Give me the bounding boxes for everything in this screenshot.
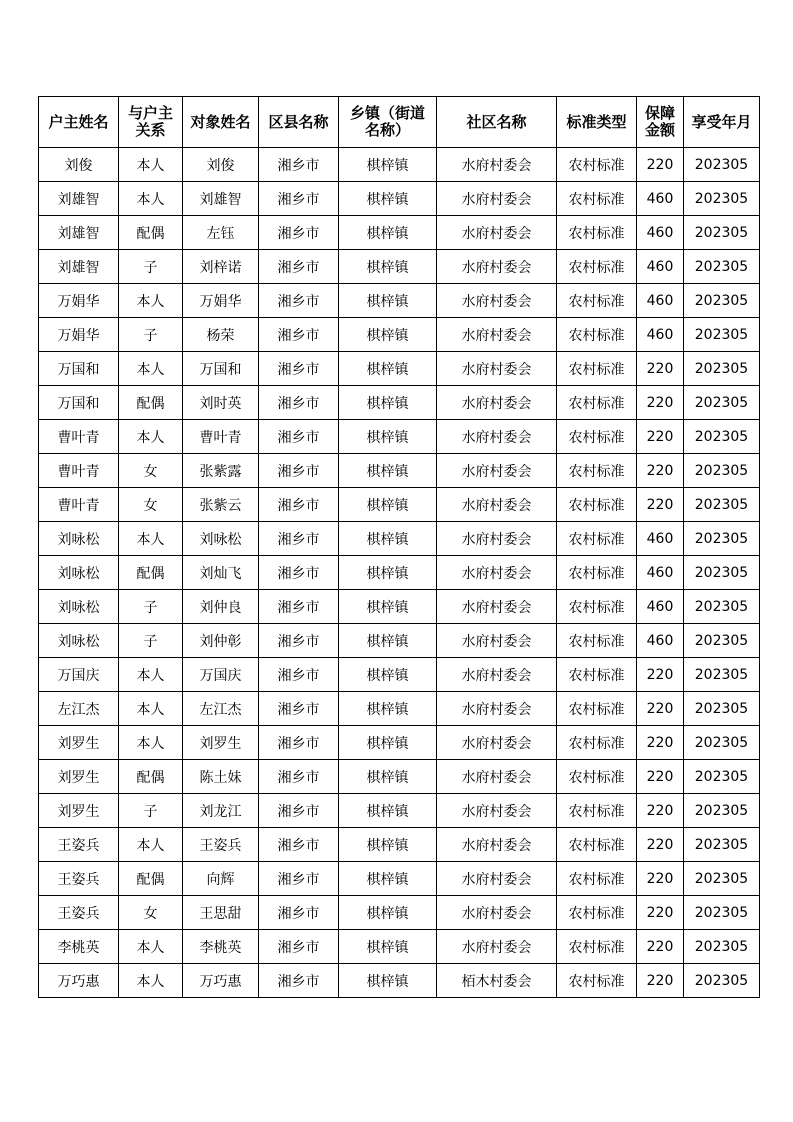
amount-cell: 220 (637, 420, 684, 454)
year-month-cell: 202305 (684, 488, 760, 522)
relation-cell: 子 (119, 624, 183, 658)
standard-type-cell: 农村标准 (557, 726, 637, 760)
recipient-name-cell: 左江杰 (183, 692, 259, 726)
relation-cell: 女 (119, 488, 183, 522)
township-cell: 棋梓镇 (339, 318, 437, 352)
year-month-cell: 202305 (684, 522, 760, 556)
county-cell: 湘乡市 (259, 930, 339, 964)
relation-cell: 配偶 (119, 862, 183, 896)
householder-name-cell: 万娟华 (39, 284, 119, 318)
recipient-name-cell: 刘时英 (183, 386, 259, 420)
recipient-name-cell: 杨荣 (183, 318, 259, 352)
householder-name-cell: 曹叶青 (39, 454, 119, 488)
recipient-name-cell: 刘雄智 (183, 182, 259, 216)
householder-name-cell: 刘俊 (39, 148, 119, 182)
relation-cell: 本人 (119, 148, 183, 182)
standard-type-cell: 农村标准 (557, 590, 637, 624)
township-cell: 棋梓镇 (339, 522, 437, 556)
county-cell: 湘乡市 (259, 318, 339, 352)
householder-name-cell: 刘咏松 (39, 590, 119, 624)
recipient-name-cell: 刘灿飞 (183, 556, 259, 590)
community-cell: 水府村委会 (437, 590, 557, 624)
year-month-cell: 202305 (684, 216, 760, 250)
table-row (39, 182, 760, 216)
township-cell: 棋梓镇 (339, 488, 437, 522)
year-month-cell: 202305 (684, 250, 760, 284)
table-row (39, 556, 760, 590)
community-cell: 水府村委会 (437, 522, 557, 556)
householder-name-cell: 刘罗生 (39, 794, 119, 828)
county-cell: 湘乡市 (259, 896, 339, 930)
householder-name-cell: 刘咏松 (39, 624, 119, 658)
householder-name-cell: 万国和 (39, 352, 119, 386)
standard-type-cell: 农村标准 (557, 250, 637, 284)
householder-name-cell: 王姿兵 (39, 896, 119, 930)
county-cell: 湘乡市 (259, 250, 339, 284)
amount-cell: 460 (637, 522, 684, 556)
standard-type-cell: 农村标准 (557, 760, 637, 794)
relation-cell: 本人 (119, 726, 183, 760)
householder-name-cell: 刘雄智 (39, 250, 119, 284)
community-cell: 水府村委会 (437, 182, 557, 216)
recipient-name-cell: 李桃英 (183, 930, 259, 964)
amount-cell: 220 (637, 658, 684, 692)
householder-name-cell: 曹叶青 (39, 488, 119, 522)
table-header (39, 97, 760, 148)
header-householder-name: 户主姓名 (39, 97, 119, 148)
householder-name-cell: 万国庆 (39, 658, 119, 692)
table-row (39, 386, 760, 420)
recipient-name-cell: 张紫露 (183, 454, 259, 488)
header-year-month: 享受年月 (684, 97, 760, 148)
year-month-cell: 202305 (684, 284, 760, 318)
recipient-name-cell: 张紫云 (183, 488, 259, 522)
community-cell: 水府村委会 (437, 148, 557, 182)
community-cell: 水府村委会 (437, 862, 557, 896)
amount-cell: 460 (637, 624, 684, 658)
recipient-name-cell: 王思甜 (183, 896, 259, 930)
amount-cell: 220 (637, 726, 684, 760)
householder-name-cell: 曹叶青 (39, 420, 119, 454)
amount-cell: 220 (637, 760, 684, 794)
relation-cell: 子 (119, 318, 183, 352)
relation-cell: 子 (119, 794, 183, 828)
relation-cell: 子 (119, 590, 183, 624)
township-cell: 棋梓镇 (339, 624, 437, 658)
township-cell: 棋梓镇 (339, 250, 437, 284)
relation-cell: 本人 (119, 828, 183, 862)
relation-cell: 女 (119, 896, 183, 930)
county-cell: 湘乡市 (259, 726, 339, 760)
township-cell: 棋梓镇 (339, 692, 437, 726)
township-cell: 棋梓镇 (339, 420, 437, 454)
community-cell: 水府村委会 (437, 828, 557, 862)
county-cell: 湘乡市 (259, 386, 339, 420)
community-cell: 水府村委会 (437, 420, 557, 454)
householder-name-cell: 刘罗生 (39, 760, 119, 794)
table-row (39, 216, 760, 250)
table-row (39, 250, 760, 284)
table-body (39, 148, 760, 998)
standard-type-cell: 农村标准 (557, 488, 637, 522)
amount-cell: 220 (637, 488, 684, 522)
standard-type-cell: 农村标准 (557, 148, 637, 182)
householder-name-cell: 万国和 (39, 386, 119, 420)
standard-type-cell: 农村标准 (557, 352, 637, 386)
amount-cell: 220 (637, 896, 684, 930)
amount-cell: 460 (637, 182, 684, 216)
community-cell: 水府村委会 (437, 250, 557, 284)
county-cell: 湘乡市 (259, 454, 339, 488)
householder-name-cell: 万娟华 (39, 318, 119, 352)
table-row (39, 522, 760, 556)
community-cell: 水府村委会 (437, 794, 557, 828)
county-cell: 湘乡市 (259, 284, 339, 318)
community-cell: 水府村委会 (437, 488, 557, 522)
relation-cell: 配偶 (119, 556, 183, 590)
amount-cell: 460 (637, 590, 684, 624)
recipient-name-cell: 王姿兵 (183, 828, 259, 862)
year-month-cell: 202305 (684, 386, 760, 420)
township-cell: 棋梓镇 (339, 216, 437, 250)
county-cell: 湘乡市 (259, 624, 339, 658)
relation-cell: 配偶 (119, 216, 183, 250)
householder-name-cell: 刘咏松 (39, 556, 119, 590)
table-row (39, 964, 760, 998)
relation-cell: 本人 (119, 930, 183, 964)
amount-cell: 220 (637, 794, 684, 828)
township-cell: 棋梓镇 (339, 964, 437, 998)
table-row (39, 692, 760, 726)
recipient-name-cell: 曹叶青 (183, 420, 259, 454)
relation-cell: 子 (119, 250, 183, 284)
year-month-cell: 202305 (684, 692, 760, 726)
township-cell: 棋梓镇 (339, 182, 437, 216)
year-month-cell: 202305 (684, 624, 760, 658)
county-cell: 湘乡市 (259, 556, 339, 590)
relation-cell: 配偶 (119, 386, 183, 420)
township-cell: 棋梓镇 (339, 454, 437, 488)
standard-type-cell: 农村标准 (557, 284, 637, 318)
year-month-cell: 202305 (684, 930, 760, 964)
county-cell: 湘乡市 (259, 862, 339, 896)
standard-type-cell: 农村标准 (557, 182, 637, 216)
township-cell: 棋梓镇 (339, 148, 437, 182)
householder-name-cell: 万巧惠 (39, 964, 119, 998)
community-cell: 水府村委会 (437, 726, 557, 760)
table-row (39, 488, 760, 522)
township-cell: 棋梓镇 (339, 794, 437, 828)
amount-cell: 220 (637, 352, 684, 386)
table-row (39, 828, 760, 862)
amount-cell: 460 (637, 284, 684, 318)
county-cell: 湘乡市 (259, 352, 339, 386)
township-cell: 棋梓镇 (339, 284, 437, 318)
township-cell: 棋梓镇 (339, 726, 437, 760)
county-cell: 湘乡市 (259, 420, 339, 454)
header-county: 区县名称 (259, 97, 339, 148)
recipient-name-cell: 万国和 (183, 352, 259, 386)
standard-type-cell: 农村标准 (557, 216, 637, 250)
amount-cell: 220 (637, 930, 684, 964)
community-cell: 水府村委会 (437, 658, 557, 692)
community-cell: 水府村委会 (437, 624, 557, 658)
community-cell: 水府村委会 (437, 454, 557, 488)
beneficiary-table (38, 96, 760, 998)
county-cell: 湘乡市 (259, 148, 339, 182)
householder-name-cell: 刘雄智 (39, 182, 119, 216)
relation-cell: 本人 (119, 182, 183, 216)
standard-type-cell: 农村标准 (557, 658, 637, 692)
county-cell: 湘乡市 (259, 760, 339, 794)
amount-cell: 220 (637, 964, 684, 998)
township-cell: 棋梓镇 (339, 862, 437, 896)
township-cell: 棋梓镇 (339, 760, 437, 794)
recipient-name-cell: 刘仲良 (183, 590, 259, 624)
recipient-name-cell: 万娟华 (183, 284, 259, 318)
year-month-cell: 202305 (684, 794, 760, 828)
relation-cell: 配偶 (119, 760, 183, 794)
county-cell: 湘乡市 (259, 828, 339, 862)
standard-type-cell: 农村标准 (557, 454, 637, 488)
community-cell: 水府村委会 (437, 318, 557, 352)
recipient-name-cell: 左钰 (183, 216, 259, 250)
table-row (39, 590, 760, 624)
table-row (39, 624, 760, 658)
community-cell: 水府村委会 (437, 896, 557, 930)
year-month-cell: 202305 (684, 352, 760, 386)
county-cell: 湘乡市 (259, 216, 339, 250)
header-amount: 保障金额 (637, 97, 684, 148)
amount-cell: 460 (637, 216, 684, 250)
relation-cell: 本人 (119, 420, 183, 454)
table-row (39, 760, 760, 794)
year-month-cell: 202305 (684, 964, 760, 998)
table-row (39, 352, 760, 386)
standard-type-cell: 农村标准 (557, 386, 637, 420)
standard-type-cell: 农村标准 (557, 896, 637, 930)
relation-cell: 本人 (119, 658, 183, 692)
community-cell: 水府村委会 (437, 692, 557, 726)
township-cell: 棋梓镇 (339, 828, 437, 862)
county-cell: 湘乡市 (259, 794, 339, 828)
header-relation: 与户主关系 (119, 97, 183, 148)
year-month-cell: 202305 (684, 420, 760, 454)
township-cell: 棋梓镇 (339, 896, 437, 930)
amount-cell: 460 (637, 318, 684, 352)
householder-name-cell: 刘雄智 (39, 216, 119, 250)
community-cell: 水府村委会 (437, 930, 557, 964)
header-township: 乡镇（街道名称） (339, 97, 437, 148)
recipient-name-cell: 向辉 (183, 862, 259, 896)
standard-type-cell: 农村标准 (557, 556, 637, 590)
amount-cell: 220 (637, 386, 684, 420)
header-recipient-name: 对象姓名 (183, 97, 259, 148)
year-month-cell: 202305 (684, 828, 760, 862)
standard-type-cell: 农村标准 (557, 828, 637, 862)
recipient-name-cell: 刘仲彰 (183, 624, 259, 658)
table-row (39, 658, 760, 692)
community-cell: 水府村委会 (437, 386, 557, 420)
township-cell: 棋梓镇 (339, 930, 437, 964)
standard-type-cell: 农村标准 (557, 964, 637, 998)
year-month-cell: 202305 (684, 658, 760, 692)
table-row (39, 896, 760, 930)
county-cell: 湘乡市 (259, 658, 339, 692)
year-month-cell: 202305 (684, 148, 760, 182)
community-cell: 水府村委会 (437, 284, 557, 318)
table-row (39, 454, 760, 488)
recipient-name-cell: 刘罗生 (183, 726, 259, 760)
relation-cell: 本人 (119, 522, 183, 556)
amount-cell: 220 (637, 692, 684, 726)
table-row (39, 930, 760, 964)
year-month-cell: 202305 (684, 556, 760, 590)
amount-cell: 220 (637, 862, 684, 896)
relation-cell: 本人 (119, 964, 183, 998)
year-month-cell: 202305 (684, 726, 760, 760)
amount-cell: 460 (637, 556, 684, 590)
community-cell: 栢木村委会 (437, 964, 557, 998)
county-cell: 湘乡市 (259, 590, 339, 624)
recipient-name-cell: 刘咏松 (183, 522, 259, 556)
standard-type-cell: 农村标准 (557, 692, 637, 726)
township-cell: 棋梓镇 (339, 352, 437, 386)
county-cell: 湘乡市 (259, 488, 339, 522)
table-row (39, 148, 760, 182)
relation-cell: 本人 (119, 692, 183, 726)
community-cell: 水府村委会 (437, 760, 557, 794)
householder-name-cell: 李桃英 (39, 930, 119, 964)
standard-type-cell: 农村标准 (557, 862, 637, 896)
householder-name-cell: 王姿兵 (39, 862, 119, 896)
amount-cell: 220 (637, 148, 684, 182)
standard-type-cell: 农村标准 (557, 794, 637, 828)
recipient-name-cell: 刘梓诺 (183, 250, 259, 284)
amount-cell: 220 (637, 454, 684, 488)
header-community: 社区名称 (437, 97, 557, 148)
table-row (39, 420, 760, 454)
standard-type-cell: 农村标准 (557, 420, 637, 454)
year-month-cell: 202305 (684, 896, 760, 930)
householder-name-cell: 左江杰 (39, 692, 119, 726)
standard-type-cell: 农村标准 (557, 318, 637, 352)
township-cell: 棋梓镇 (339, 590, 437, 624)
relation-cell: 本人 (119, 352, 183, 386)
standard-type-cell: 农村标准 (557, 522, 637, 556)
amount-cell: 220 (637, 828, 684, 862)
township-cell: 棋梓镇 (339, 386, 437, 420)
year-month-cell: 202305 (684, 760, 760, 794)
county-cell: 湘乡市 (259, 522, 339, 556)
township-cell: 棋梓镇 (339, 556, 437, 590)
standard-type-cell: 农村标准 (557, 930, 637, 964)
table-row (39, 794, 760, 828)
relation-cell: 本人 (119, 284, 183, 318)
year-month-cell: 202305 (684, 590, 760, 624)
recipient-name-cell: 刘俊 (183, 148, 259, 182)
amount-cell: 460 (637, 250, 684, 284)
householder-name-cell: 刘罗生 (39, 726, 119, 760)
table-row (39, 862, 760, 896)
county-cell: 湘乡市 (259, 964, 339, 998)
table-row (39, 284, 760, 318)
community-cell: 水府村委会 (437, 352, 557, 386)
standard-type-cell: 农村标准 (557, 624, 637, 658)
community-cell: 水府村委会 (437, 556, 557, 590)
table-row (39, 726, 760, 760)
year-month-cell: 202305 (684, 318, 760, 352)
year-month-cell: 202305 (684, 454, 760, 488)
county-cell: 湘乡市 (259, 692, 339, 726)
year-month-cell: 202305 (684, 182, 760, 216)
householder-name-cell: 刘咏松 (39, 522, 119, 556)
recipient-name-cell: 陈土妹 (183, 760, 259, 794)
header-row (39, 97, 760, 148)
recipient-name-cell: 万国庆 (183, 658, 259, 692)
recipient-name-cell: 刘龙江 (183, 794, 259, 828)
table-row (39, 318, 760, 352)
householder-name-cell: 王姿兵 (39, 828, 119, 862)
year-month-cell: 202305 (684, 862, 760, 896)
relation-cell: 女 (119, 454, 183, 488)
community-cell: 水府村委会 (437, 216, 557, 250)
township-cell: 棋梓镇 (339, 658, 437, 692)
county-cell: 湘乡市 (259, 182, 339, 216)
header-standard-type: 标准类型 (557, 97, 637, 148)
recipient-name-cell: 万巧惠 (183, 964, 259, 998)
